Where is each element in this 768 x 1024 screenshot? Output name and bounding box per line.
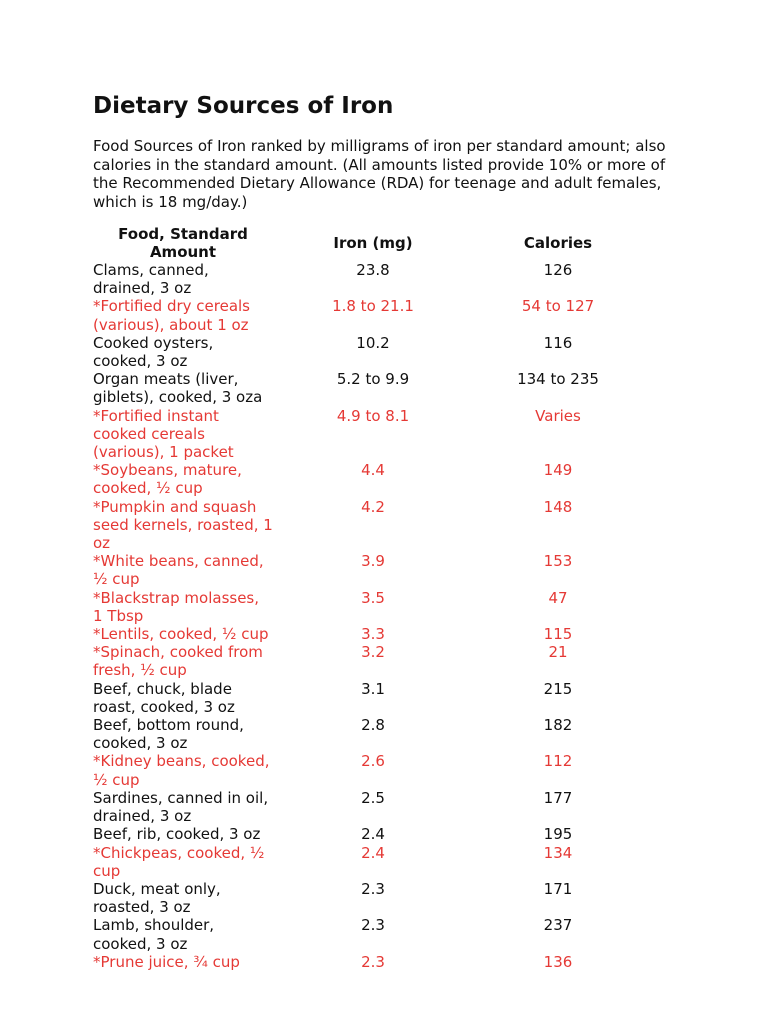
- food-cell: *Lentils, cooked, ½ cup: [93, 625, 269, 644]
- food-cell: Sardines, canned in oil, drained, 3 oz: [93, 788, 269, 826]
- iron-cell: 10.2: [356, 333, 390, 352]
- iron-cell: 2.8: [361, 716, 385, 735]
- calories-cell: 215: [543, 679, 573, 698]
- food-cell: Beef, rib, cooked, 3 oz: [93, 825, 261, 844]
- iron-cell: 2.4: [361, 825, 385, 844]
- table-row: [93, 552, 673, 588]
- calories-cell: 149: [543, 461, 573, 480]
- calories-cell: 171: [543, 879, 573, 898]
- iron-cell: 2.3: [361, 916, 385, 935]
- header-calories: Calories: [523, 233, 593, 252]
- food-cell: Beef, chuck, blade roast, cooked, 3 oz: [93, 679, 235, 716]
- header-iron: Iron (mg): [333, 233, 413, 252]
- iron-sources-table: [93, 225, 673, 971]
- calories-cell: 182: [543, 716, 573, 735]
- table-row: [93, 261, 673, 297]
- food-cell: *White beans, canned, ½ cup: [93, 552, 264, 589]
- iron-cell: 3.1: [361, 679, 385, 698]
- calories-cell: 134: [543, 843, 573, 862]
- iron-cell: 4.4: [361, 461, 385, 480]
- calories-cell: 177: [543, 788, 573, 807]
- iron-cell: 3.3: [361, 625, 385, 644]
- table-row: [93, 825, 673, 843]
- table-row: [93, 407, 673, 462]
- calories-cell: 136: [543, 952, 573, 971]
- table-row: [93, 334, 673, 370]
- calories-cell: 54 to 127: [521, 297, 595, 316]
- food-cell: *Fortified dry cereals (various), about 1 oz: [93, 297, 251, 334]
- table-row: [93, 589, 673, 625]
- calories-cell: Varies: [535, 406, 581, 425]
- iron-cell: 3.5: [361, 588, 385, 607]
- iron-cell: 2.3: [361, 879, 385, 898]
- iron-cell: 2.5: [361, 788, 385, 807]
- iron-cell: 1.8 to 21.1: [332, 297, 414, 316]
- table-row: [93, 844, 673, 880]
- page-title: Dietary Sources of Iron: [93, 93, 394, 119]
- calories-cell: 148: [543, 497, 573, 516]
- food-cell: Cooked oysters, cooked, 3 oz: [93, 333, 214, 371]
- table-row: [93, 461, 673, 497]
- food-cell: *Chickpeas, cooked, ½ cup: [93, 843, 265, 880]
- iron-cell: 3.2: [361, 643, 385, 662]
- food-cell: *Spinach, cooked from fresh, ½ cup: [93, 643, 263, 680]
- intro-paragraph: Food Sources of Iron ranked by milligrams of iron per standard amount; also calories in the standard amount. (All amounts listed provide 10% or more of the Recommended Dietary Allowance (RDA) for teenage and adult females, which is 18 mg/day.): [93, 137, 666, 211]
- calories-cell: 115: [543, 625, 573, 644]
- calories-cell: 134 to 235: [517, 370, 599, 389]
- iron-cell: 2.6: [361, 752, 385, 771]
- table-row: [93, 643, 673, 679]
- food-cell: *Blackstrap molasses, 1 Tbsp: [93, 588, 260, 625]
- food-cell: Clams, canned, drained, 3 oz: [93, 261, 209, 298]
- table-row: [93, 498, 673, 553]
- iron-cell: 5.2 to 9.9: [336, 370, 410, 389]
- table-row: [93, 789, 673, 825]
- calories-cell: 153: [543, 552, 573, 571]
- food-cell: *Kidney beans, cooked, ½ cup: [93, 752, 270, 789]
- calories-cell: 237: [543, 916, 573, 935]
- calories-cell: 112: [543, 752, 573, 771]
- table-row: [93, 916, 673, 952]
- table-body: [93, 261, 673, 971]
- table-row: [93, 297, 673, 333]
- iron-cell: 4.2: [361, 497, 385, 516]
- calories-cell: 195: [543, 825, 573, 844]
- header-food: Food, Standard Amount: [118, 224, 248, 261]
- iron-cell: 23.8: [356, 261, 390, 279]
- table-row: [93, 953, 673, 971]
- calories-cell: 21: [548, 643, 568, 662]
- table-row: [93, 370, 673, 406]
- food-cell: Organ meats (liver, giblets), cooked, 3 oza: [93, 370, 263, 407]
- food-cell: Lamb, shoulder, cooked, 3 oz: [93, 916, 215, 953]
- iron-cell: 2.4: [361, 843, 385, 862]
- food-cell: Beef, bottom round, cooked, 3 oz: [93, 716, 244, 753]
- table-row: [93, 880, 673, 916]
- calories-cell: 116: [543, 333, 573, 352]
- table-row: [93, 625, 673, 643]
- iron-cell: 4.9 to 8.1: [336, 406, 410, 425]
- calories-cell: 47: [548, 588, 568, 607]
- calories-cell: 126: [543, 261, 573, 279]
- iron-cell: 3.9: [361, 552, 385, 571]
- food-cell: *Pumpkin and squash seed kernels, roasted, 1 oz: [93, 497, 273, 553]
- food-cell: *Soybeans, mature, cooked, ½ cup: [93, 461, 242, 498]
- iron-cell: 2.3: [361, 952, 385, 971]
- table-header: [93, 225, 673, 261]
- table-row: [93, 752, 673, 788]
- table-row: [93, 716, 673, 752]
- food-cell: Duck, meat only, roasted, 3 oz: [93, 879, 221, 917]
- food-cell: *Fortified instant cooked cereals (various), 1 packet: [93, 406, 234, 462]
- food-cell: *Prune juice, ¾ cup: [93, 952, 240, 971]
- table-row: [93, 680, 673, 716]
